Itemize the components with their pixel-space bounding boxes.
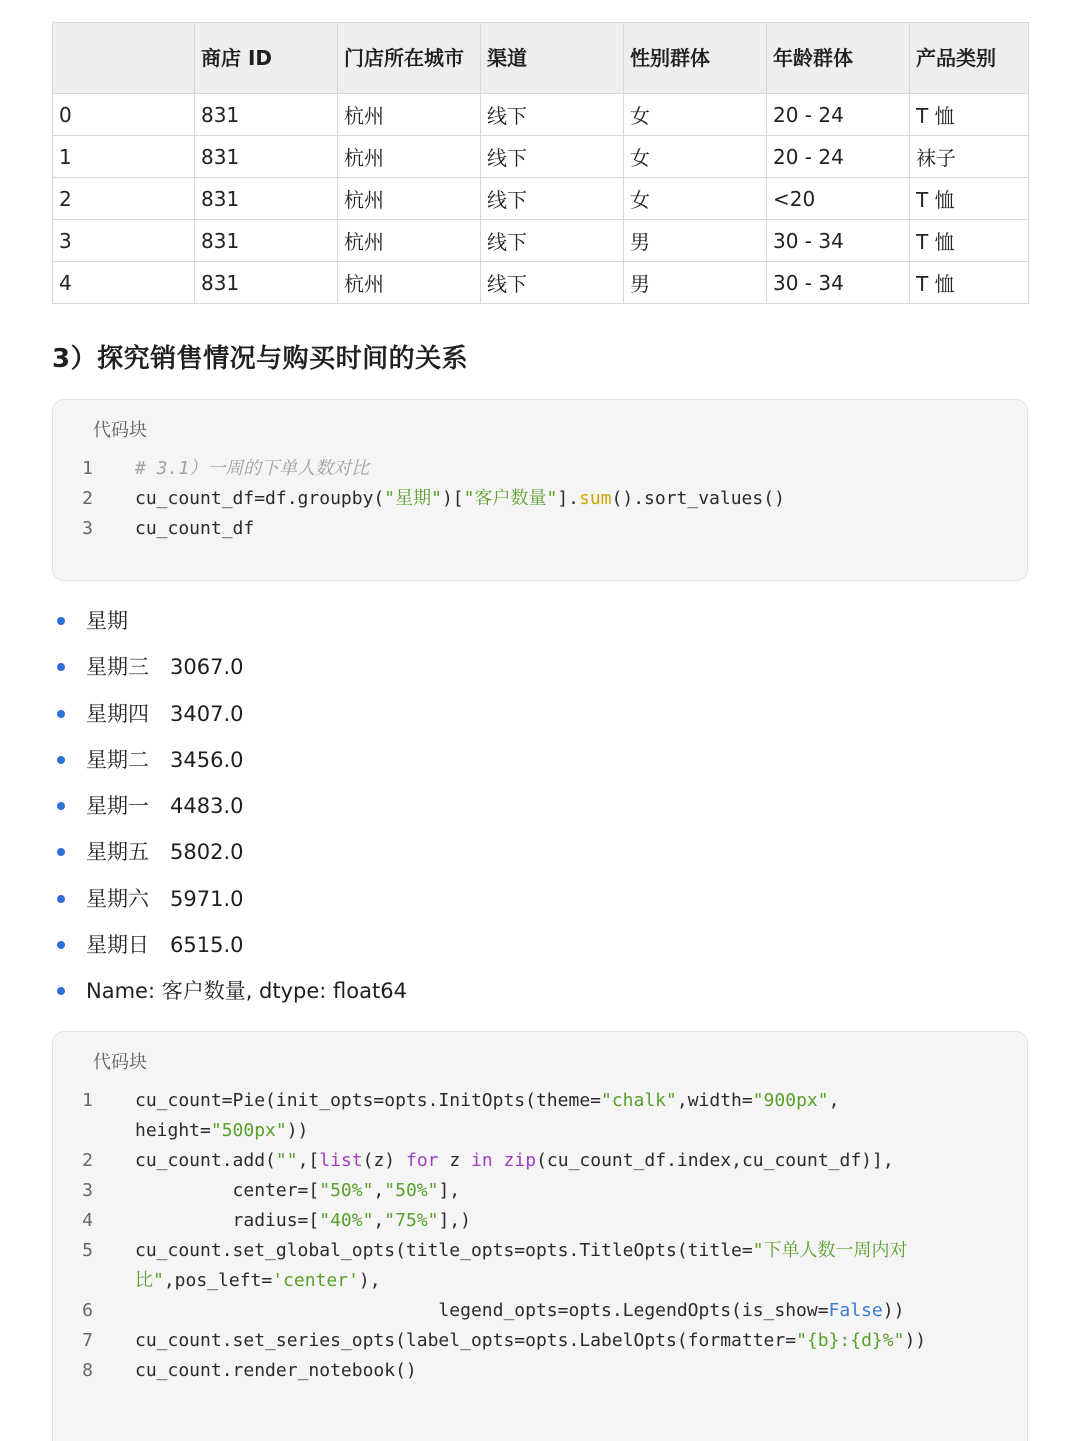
code-text [135, 1116, 1027, 1146]
code-token: center=[ [135, 1180, 320, 1201]
result-list [52, 598, 407, 1015]
code-token: z [438, 1150, 472, 1171]
code-token: cu_count_df=df.groupby( [135, 488, 385, 509]
column-header-city: 门店所在城市 [338, 23, 481, 94]
table-cell: 0 [53, 94, 195, 136]
list-item [52, 691, 407, 737]
code-text: cu_count_df [135, 518, 255, 539]
table-header-row [53, 23, 1029, 94]
code-string: "{b}:{d}%" [796, 1330, 905, 1351]
code-block-title: 代码块 [93, 420, 147, 441]
column-header-gender: 性别群体 [624, 23, 767, 94]
table-row [53, 136, 1029, 178]
table-cell: 831 [195, 136, 338, 178]
table-row [53, 262, 1029, 304]
code-string: "50%" [319, 1180, 374, 1201]
bullet-icon [57, 802, 65, 810]
code-line [53, 1356, 1027, 1386]
table-cell: <20 [767, 178, 910, 220]
table-cell: 30 - 34 [767, 220, 910, 262]
table-row [53, 94, 1029, 136]
code-token: ,[ [297, 1150, 320, 1171]
column-header-age: 年龄群体 [767, 23, 910, 94]
code-token: , [373, 1180, 385, 1201]
code-string: 比" [135, 1270, 164, 1291]
code-line [53, 1296, 1027, 1326]
code-keyword: for [405, 1150, 439, 1171]
table-cell: 男 [624, 262, 767, 304]
code-token: radius=[ [135, 1210, 320, 1231]
table-cell: 女 [624, 178, 767, 220]
code-string: "" [275, 1150, 298, 1171]
line-number: 4 [82, 1210, 93, 1231]
list-item [52, 598, 407, 644]
code-text [135, 1146, 1027, 1176]
bullet-icon [57, 663, 65, 671]
code-text [135, 1176, 1027, 1206]
code-line [53, 454, 1027, 484]
code-token: , [373, 1210, 385, 1231]
code-string: 'center' [272, 1270, 359, 1291]
code-string: "星期" [384, 488, 442, 509]
weekday-label: 星期日 [86, 933, 149, 958]
code-token: ), [358, 1270, 381, 1291]
code-string: "40%" [319, 1210, 374, 1231]
code-line [53, 1146, 1027, 1176]
table-cell: 杭州 [338, 262, 481, 304]
weekday-label: 星期五 [86, 840, 149, 865]
code-line [53, 514, 1027, 544]
column-header-channel: 渠道 [481, 23, 624, 94]
table-cell: 4 [53, 262, 195, 304]
line-number: 2 [82, 488, 93, 509]
table-cell: 线下 [481, 178, 624, 220]
code-line [53, 1236, 1027, 1266]
code-text [135, 484, 1027, 514]
bullet-icon [57, 756, 65, 764]
weekday-value: 5802.0 [170, 840, 244, 865]
weekday-label: 星期三 [86, 655, 149, 680]
code-string: "75%" [384, 1210, 439, 1231]
code-builtin: zip [503, 1150, 537, 1171]
table-cell: T 恤 [910, 94, 1029, 136]
code-comment: # 3.1）一周的下单人数对比 [135, 458, 370, 479]
table-cell: 男 [624, 220, 767, 262]
code-token: ],) [438, 1210, 471, 1231]
table-cell: 831 [195, 220, 338, 262]
code-token: ]. [557, 488, 579, 509]
column-header-category: 产品类别 [910, 23, 1029, 94]
line-number: 1 [82, 1090, 93, 1111]
code-token: ,width= [676, 1090, 753, 1111]
code-block[interactable] [52, 399, 1028, 581]
list-item [52, 783, 407, 829]
code-constant: False [828, 1300, 883, 1321]
bullet-icon [57, 617, 65, 625]
weekday-label: 星期四 [86, 701, 149, 726]
table-cell: 831 [195, 94, 338, 136]
code-token: cu_count=Pie(init_opts=opts.InitOpts(theme= [135, 1090, 601, 1111]
code-token: )) [286, 1120, 309, 1141]
series-footer-text: Name: 客户数量, dtype: float64 [86, 979, 407, 1004]
line-number: 3 [82, 518, 93, 539]
code-token: ().sort_values() [611, 488, 785, 509]
code-line [53, 1206, 1027, 1236]
table-cell: 杭州 [338, 136, 481, 178]
code-token: legend_opts=opts.LegendOpts(is_show= [135, 1300, 829, 1321]
list-item [52, 829, 407, 875]
weekday-label: 星期一 [86, 794, 149, 819]
table-cell: 杭州 [338, 178, 481, 220]
table-cell: 20 - 24 [767, 136, 910, 178]
line-number: 6 [82, 1300, 93, 1321]
code-text [135, 1326, 1027, 1356]
code-token: ], [438, 1180, 461, 1201]
code-token: )) [904, 1330, 927, 1351]
code-string: "900px" [752, 1090, 829, 1111]
code-lines [53, 1086, 1027, 1386]
table-cell: 1 [53, 136, 195, 178]
code-text [135, 1266, 1027, 1296]
code-text [135, 1206, 1027, 1236]
code-keyword: in [471, 1150, 493, 1171]
table-cell: 831 [195, 178, 338, 220]
bullet-icon [57, 895, 65, 903]
code-text: cu_count.render_notebook() [135, 1360, 417, 1381]
table-cell: 杭州 [338, 220, 481, 262]
table-cell: 线下 [481, 94, 624, 136]
table-cell: T 恤 [910, 178, 1029, 220]
list-item [52, 644, 407, 690]
code-text [135, 1236, 1027, 1266]
code-string: "客户数量" [463, 488, 558, 509]
bullet-icon [57, 848, 65, 856]
code-line [53, 1116, 1027, 1146]
table-cell: 2 [53, 178, 195, 220]
line-number [53, 1266, 135, 1296]
dataframe-table [52, 22, 1029, 304]
table-cell: 线下 [481, 220, 624, 262]
column-header-store-id: 商店 ID [195, 23, 338, 94]
code-string: "chalk" [601, 1090, 677, 1111]
table-cell: T 恤 [910, 262, 1029, 304]
table-cell: 30 - 34 [767, 262, 910, 304]
line-number [53, 1116, 135, 1146]
code-token: cu_count.set_global_opts(title_opts=opts.TitleOpts(title= [135, 1240, 753, 1261]
code-token: ,pos_left= [163, 1270, 273, 1291]
line-number: 3 [82, 1180, 93, 1201]
bullet-icon [57, 710, 65, 718]
table-cell: 女 [624, 136, 767, 178]
table-cell: 线下 [481, 262, 624, 304]
code-string: "下单人数一周内对 [752, 1240, 908, 1261]
line-number: 8 [82, 1360, 93, 1381]
code-token: cu_count.set_series_opts(label_opts=opts.LabelOpts(formatter= [135, 1330, 797, 1351]
list-item [52, 968, 407, 1014]
line-number: 5 [82, 1240, 93, 1261]
weekday-label: 星期六 [86, 886, 149, 911]
weekday-value: 3456.0 [170, 747, 244, 772]
table-cell: 3 [53, 220, 195, 262]
code-token: )[ [441, 488, 464, 509]
code-token: height= [135, 1120, 211, 1141]
code-token: cu_count.add( [135, 1150, 276, 1171]
code-line [53, 1086, 1027, 1116]
line-number: 1 [82, 458, 93, 479]
weekday-value: 5971.0 [170, 886, 244, 911]
code-text [135, 1086, 1027, 1116]
code-line [53, 484, 1027, 514]
table-cell: 女 [624, 94, 767, 136]
code-string: "500px" [210, 1120, 287, 1141]
code-token: (cu_count_df.index,cu_count_df)], [536, 1150, 894, 1171]
code-block[interactable] [52, 1031, 1028, 1441]
code-token: )) [882, 1300, 905, 1321]
section-heading: 3）探究销售情况与购买时间的关系 [52, 344, 469, 374]
code-function: sum [579, 488, 612, 509]
table-cell: 831 [195, 262, 338, 304]
table-cell: 袜子 [910, 136, 1029, 178]
table-row [53, 178, 1029, 220]
table-cell: 20 - 24 [767, 94, 910, 136]
table-cell: 杭州 [338, 94, 481, 136]
code-token: (z) [362, 1150, 406, 1171]
code-block-title: 代码块 [93, 1052, 147, 1073]
list-header-text: 星期 [86, 609, 128, 633]
list-item [52, 876, 407, 922]
column-header-index [53, 23, 195, 94]
table-cell: T 恤 [910, 220, 1029, 262]
weekday-value: 3407.0 [170, 701, 244, 726]
code-token: , [828, 1090, 840, 1111]
code-line [53, 1326, 1027, 1356]
code-lines [53, 454, 1027, 544]
code-line [53, 1176, 1027, 1206]
weekday-value: 6515.0 [170, 933, 244, 958]
weekday-label: 星期二 [86, 747, 149, 772]
code-line [53, 1266, 1027, 1296]
code-text [135, 1296, 1027, 1326]
code-token [493, 1150, 504, 1171]
bullet-icon [57, 987, 65, 995]
weekday-value: 3067.0 [170, 655, 244, 680]
list-item [52, 922, 407, 968]
bullet-icon [57, 941, 65, 949]
weekday-value: 4483.0 [170, 794, 244, 819]
table-row [53, 220, 1029, 262]
table-cell: 线下 [481, 136, 624, 178]
list-item [52, 737, 407, 783]
code-string: "50%" [384, 1180, 439, 1201]
line-number: 7 [82, 1330, 93, 1351]
code-builtin: list [319, 1150, 363, 1171]
line-number: 2 [82, 1150, 93, 1171]
